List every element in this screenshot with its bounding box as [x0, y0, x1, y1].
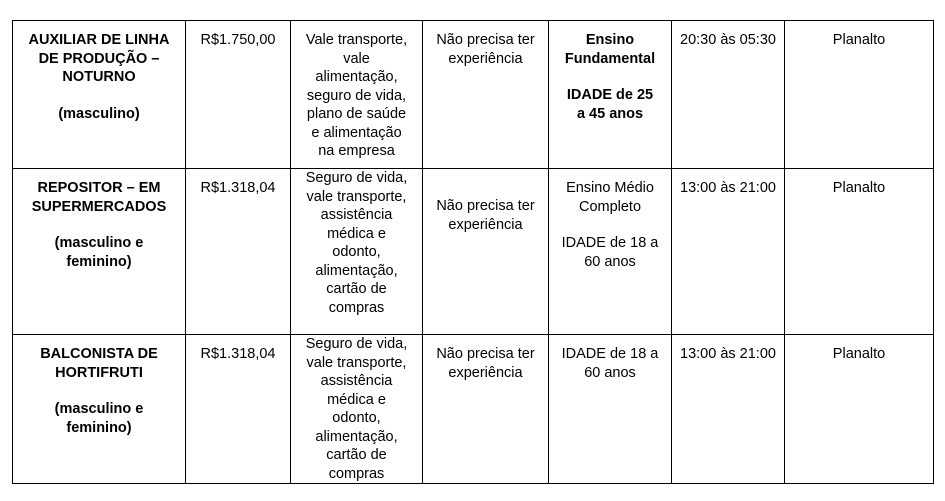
benefits-cell: [291, 335, 423, 484]
table-row: [13, 169, 934, 335]
salary: R$1.318,04: [200, 180, 276, 196]
hours-cell: [672, 169, 785, 335]
education: Ensino Médio Completo: [566, 180, 654, 215]
salary: R$1.318,04: [200, 346, 276, 362]
salary: R$1.750,00: [200, 32, 276, 48]
benefits: Seguro de vida, vale transporte, assistência médica e odonto, alimentação, cartão de compras: [305, 170, 408, 316]
age-range: IDADE de 18 a 60 anos: [561, 346, 659, 381]
table-row: [13, 21, 934, 169]
job-gender: (masculino): [58, 105, 140, 122]
location-cell: [785, 335, 934, 484]
job-title-cell: [13, 21, 186, 169]
location-cell: [785, 21, 934, 169]
location: Planalto: [832, 32, 886, 48]
experience: Não precisa ter experiência: [436, 32, 535, 67]
salary-cell: [186, 169, 291, 335]
experience-cell: [423, 335, 549, 484]
job-title: REPOSITOR – EM SUPERMERCADOS: [31, 180, 167, 215]
job-title-cell: [13, 169, 186, 335]
experience: Não precisa ter experiência: [436, 346, 535, 381]
experience-cell: [423, 169, 549, 335]
job-title: BALCONISTA DE HORTIFRUTI: [40, 346, 158, 381]
location-cell: [785, 169, 934, 335]
requirements-cell: [549, 169, 672, 335]
benefits: Seguro de vida, vale transporte, assistência médica e odonto, alimentação, cartão de compras: [305, 336, 408, 482]
benefits-cell: [291, 169, 423, 335]
age-range: IDADE de 18 a 60 anos: [561, 235, 659, 270]
work-hours: 13:00 às 21:00: [680, 180, 776, 196]
education: Ensino Fundamental: [564, 32, 656, 67]
hours-cell: [672, 21, 785, 169]
work-hours: 20:30 às 05:30: [680, 32, 776, 48]
salary-cell: [186, 335, 291, 484]
job-title: AUXILIAR DE LINHA DE PRODUÇÃO – NOTURNO: [28, 32, 170, 85]
job-title-cell: [13, 335, 186, 484]
job-gender: (masculino e feminino): [54, 401, 144, 436]
work-hours: 13:00 às 21:00: [680, 346, 776, 362]
location: Planalto: [832, 346, 886, 362]
experience: Não precisa ter experiência: [436, 198, 535, 233]
age-range: IDADE de 25 a 45 anos: [566, 87, 654, 122]
requirements-cell: [549, 335, 672, 484]
requirements-cell: [549, 21, 672, 169]
benefits: Vale transporte, vale alimentação, seguro de vida, plano de saúde e alimentação na empresa: [305, 32, 408, 159]
benefits-cell: [291, 21, 423, 169]
hours-cell: [672, 335, 785, 484]
location: Planalto: [832, 180, 886, 196]
table-row: [13, 335, 934, 484]
job-gender: (masculino e feminino): [54, 235, 144, 270]
jobs-table: [12, 20, 934, 484]
salary-cell: [186, 21, 291, 169]
experience-cell: [423, 21, 549, 169]
